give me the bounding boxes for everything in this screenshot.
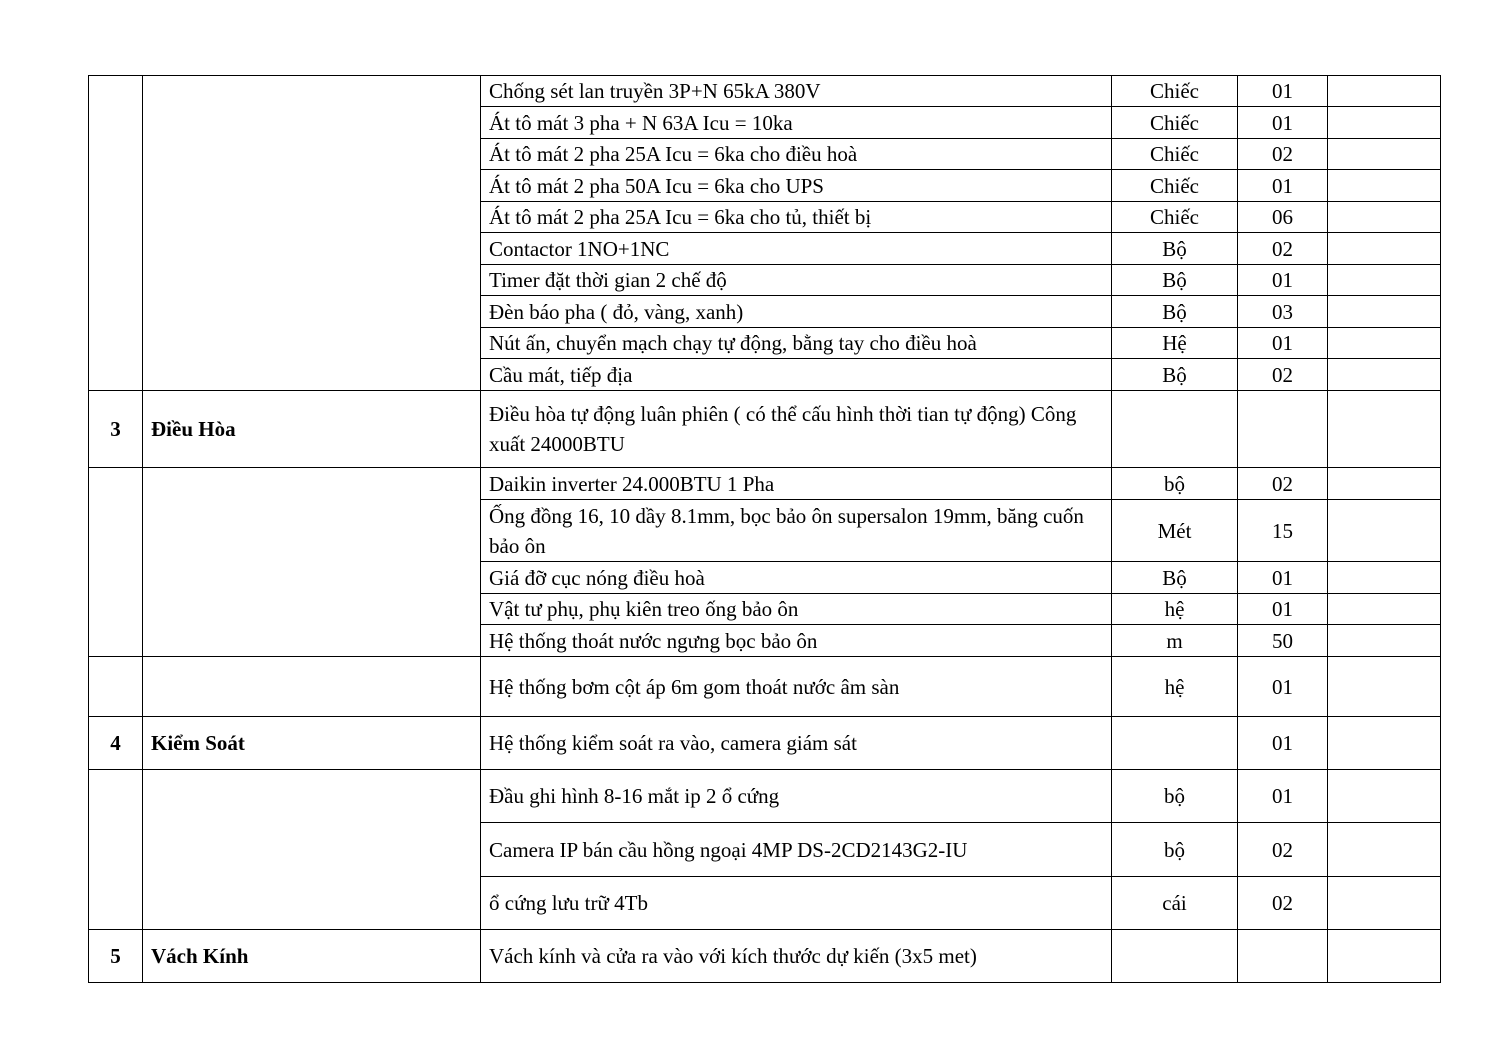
description-cell: Đèn báo pha ( đỏ, vàng, xanh) [481, 296, 1112, 328]
unit-cell: Chiếc [1112, 170, 1238, 202]
stt-cell: 5 [89, 930, 143, 983]
description-cell: Điều hòa tự động luân phiên ( có thể cấu hình thời tian tự động) Công xuất 24000BTU [481, 391, 1112, 468]
stt-cell [89, 468, 143, 657]
description-cell: Hệ thống bơm cột áp 6m gom thoát nước âm sàn [481, 657, 1112, 717]
description-cell: Cầu mát, tiếp địa [481, 359, 1112, 391]
note-cell [1328, 328, 1441, 359]
note-cell [1328, 107, 1441, 139]
note-cell [1328, 170, 1441, 202]
description-cell: Át tô mát 2 pha 25A Icu = 6ka cho điều hoà [481, 139, 1112, 170]
category-cell [143, 76, 481, 391]
note-cell [1328, 625, 1441, 657]
note-cell [1328, 233, 1441, 265]
category-cell [143, 657, 481, 717]
note-cell [1328, 296, 1441, 328]
qty-cell: 02 [1238, 139, 1328, 170]
note-cell [1328, 717, 1441, 770]
unit-cell: bộ [1112, 823, 1238, 877]
unit-cell: Chiếc [1112, 76, 1238, 107]
unit-cell [1112, 717, 1238, 770]
unit-cell: Bộ [1112, 265, 1238, 296]
stt-cell [89, 770, 143, 930]
unit-cell: Chiếc [1112, 139, 1238, 170]
category-cell [143, 770, 481, 930]
description-cell: Contactor 1NO+1NC [481, 233, 1112, 265]
unit-cell: Chiếc [1112, 202, 1238, 233]
unit-cell: hệ [1112, 594, 1238, 625]
qty-cell [1238, 930, 1328, 983]
qty-cell: 01 [1238, 770, 1328, 823]
description-cell: Át tô mát 2 pha 50A Icu = 6ka cho UPS [481, 170, 1112, 202]
unit-cell: Chiếc [1112, 107, 1238, 139]
qty-cell: 02 [1238, 468, 1328, 500]
unit-cell [1112, 391, 1238, 468]
unit-cell: Hệ [1112, 328, 1238, 359]
unit-cell: hệ [1112, 657, 1238, 717]
note-cell [1328, 265, 1441, 296]
description-cell: Timer đặt thời gian 2 chế độ [481, 265, 1112, 296]
qty-cell: 01 [1238, 562, 1328, 594]
table-row [89, 770, 1441, 823]
description-cell: Hệ thống thoát nước ngưng bọc bảo ôn [481, 625, 1112, 657]
description-cell: Daikin inverter 24.000BTU 1 Pha [481, 468, 1112, 500]
qty-cell: 01 [1238, 594, 1328, 625]
qty-cell: 01 [1238, 657, 1328, 717]
note-cell [1328, 76, 1441, 107]
table-row [89, 930, 1441, 983]
note-cell [1328, 468, 1441, 500]
stt-cell [89, 657, 143, 717]
unit-cell: m [1112, 625, 1238, 657]
qty-cell: 01 [1238, 265, 1328, 296]
qty-cell: 06 [1238, 202, 1328, 233]
note-cell [1328, 562, 1441, 594]
equipment-table [88, 75, 1441, 983]
table-row [89, 76, 1441, 107]
description-cell: ổ cứng lưu trữ 4Tb [481, 877, 1112, 930]
note-cell [1328, 877, 1441, 930]
description-cell: Nút ấn, chuyển mạch chạy tự động, bằng tay cho điều hoà [481, 328, 1112, 359]
description-cell: Vách kính và cửa ra vào với kích thước dự kiến (3x5 met) [481, 930, 1112, 983]
description-cell: Chống sét lan truyền 3P+N 65kA 380V [481, 76, 1112, 107]
category-cell: Kiểm Soát [143, 717, 481, 770]
unit-cell: Bộ [1112, 296, 1238, 328]
qty-cell: 01 [1238, 107, 1328, 139]
note-cell [1328, 930, 1441, 983]
description-cell: Hệ thống kiểm soát ra vào, camera giám sát [481, 717, 1112, 770]
qty-cell: 02 [1238, 823, 1328, 877]
qty-cell: 01 [1238, 76, 1328, 107]
unit-cell: Bộ [1112, 359, 1238, 391]
note-cell [1328, 359, 1441, 391]
unit-cell: Bộ [1112, 233, 1238, 265]
table-row [89, 657, 1441, 717]
description-cell: Ống đồng 16, 10 dầy 8.1mm, bọc bảo ôn supersalon 19mm, băng cuốn bảo ôn [481, 500, 1112, 562]
qty-cell: 02 [1238, 359, 1328, 391]
unit-cell: Bộ [1112, 562, 1238, 594]
qty-cell: 01 [1238, 328, 1328, 359]
stt-cell: 4 [89, 717, 143, 770]
note-cell [1328, 594, 1441, 625]
unit-cell: Mét [1112, 500, 1238, 562]
description-cell: Giá đỡ cục nóng điều hoà [481, 562, 1112, 594]
unit-cell: bộ [1112, 468, 1238, 500]
description-cell: Át tô mát 3 pha + N 63A Icu = 10ka [481, 107, 1112, 139]
table-row [89, 468, 1441, 500]
qty-cell: 03 [1238, 296, 1328, 328]
qty-cell: 01 [1238, 717, 1328, 770]
note-cell [1328, 657, 1441, 717]
unit-cell: bộ [1112, 770, 1238, 823]
note-cell [1328, 770, 1441, 823]
table-row [89, 717, 1441, 770]
category-cell: Vách Kính [143, 930, 481, 983]
qty-cell: 02 [1238, 877, 1328, 930]
qty-cell [1238, 391, 1328, 468]
category-cell [143, 468, 481, 657]
note-cell [1328, 391, 1441, 468]
stt-cell [89, 76, 143, 391]
qty-cell: 50 [1238, 625, 1328, 657]
category-cell: Điều Hòa [143, 391, 481, 468]
qty-cell: 15 [1238, 500, 1328, 562]
unit-cell: cái [1112, 877, 1238, 930]
note-cell [1328, 823, 1441, 877]
description-cell: Camera IP bán cầu hồng ngoại 4MP DS-2CD2143G2-IU [481, 823, 1112, 877]
qty-cell: 01 [1238, 170, 1328, 202]
note-cell [1328, 202, 1441, 233]
unit-cell [1112, 930, 1238, 983]
qty-cell: 02 [1238, 233, 1328, 265]
description-cell: Đầu ghi hình 8-16 mắt ip 2 ổ cứng [481, 770, 1112, 823]
table-row [89, 391, 1441, 468]
stt-cell: 3 [89, 391, 143, 468]
note-cell [1328, 139, 1441, 170]
description-cell: Át tô mát 2 pha 25A Icu = 6ka cho tủ, thiết bị [481, 202, 1112, 233]
description-cell: Vật tư phụ, phụ kiên treo ống bảo ôn [481, 594, 1112, 625]
note-cell [1328, 500, 1441, 562]
